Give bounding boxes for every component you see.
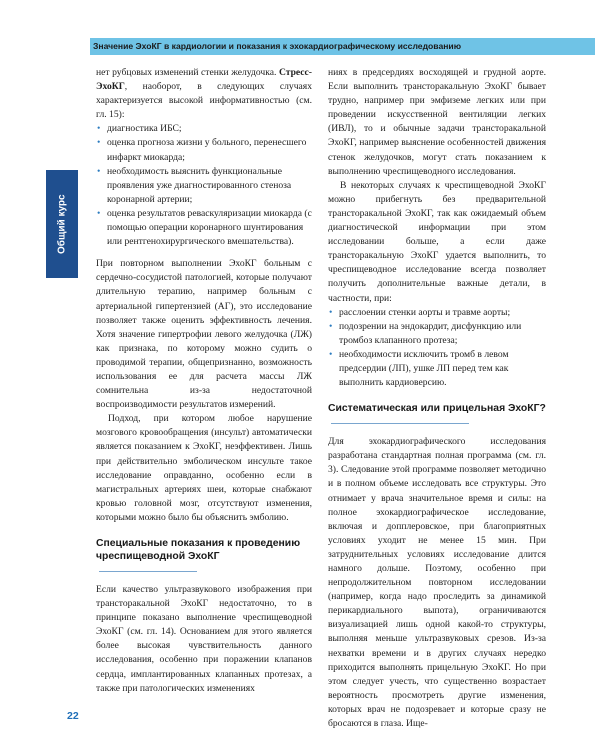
left-paragraph-3: Подход, при котором любое нарушение мозгового кровообращения (инсульт) автоматически является показанием к ЭхоКГ, неэффективен. Лишь при действительно эмболическом инсульте такое исследование оправданно, особенно если в магистральных артериях шеи, которые снабжают кровью головной мозг, отсутствуют изменения, которыми можно было бы объяснить эмболию. [96,413,312,523]
list-item: • оценка прогноза жизни у больного, перенесшего инфаркт миокарда; [96,136,312,164]
heading-rule [99,570,197,572]
chapter-side-tab-label: Общий курс [56,194,68,254]
right-paragraph-3: Для эхокардиографического исследования разработана стандартная полная программа (см. гл. 3). Следование этой программе позволяет методично и в полном объеме исследовать все структуры. Это отнимает у врача значительное время и силы: на полное эхокардиографическое исследование, включая и допплеровское, при благоприятных условиях уходит не менее 15 мин. При затруднительных условиях исследование длится намного дольше. Поэтому, особенно при непродолжительном повторном исследовании (например, когда надо проследить за динамикой перикардиального выпота), ограничиваются визуализацией лишь одной какой-то структуры, выполняя меньше ультразвуковых срезов. Из-за нехватки времени и в других случаях нередко приходится выполнять прицельную ЭхоКГ. Но при этом следует учесть, что существенно возрастает вероятность просмотреть другие изменения, которых врач не подозревает и которые сразу не бросаются в глаза. Ище- [328,436,546,730]
section-heading-text: Систематическая или прицельная ЭхоКГ? [328,403,546,415]
heading-rule [331,422,469,424]
right-paragraph-2: В некоторых случаях к чреспищеводной ЭхоКГ можно прибегнуть без предварительной трансторакальной ЭхоКГ, так как ожидаемый объем диагностической информации при этом исследовании больше, а если даже трансторакальную ЭхоКГ удается выполнить, то чреспищеводное исследование всегда позволяет получить дополнительные важные детали, в частности, при: [328,179,546,304]
section-heading-special-indications [96,537,312,576]
list-item: • необходимости исключить тромб в левом предсердии (ЛП), ушке ЛП перед тем как выполнить кардиоверсию. [328,348,546,390]
page-number: 22 [67,710,79,722]
list-item: • расслоении стенки аорты и травме аорты; [328,306,546,320]
left-column [96,66,312,696]
left-bullet-list [96,122,312,249]
left-paragraph-1 [96,66,312,122]
left-paragraph-2: При повторном выполнении ЭхоКГ больным с сердечно-сосудистой патологией, которые получают длительную терапию, например больным с артериальной гипертензией (АГ), это исследование позволяет также оценить эффективность лечения. Хотя значение гипертрофии левого желудочка (ЛЖ) как признака, по которому можно судить о проводимой терапии, общепризнанно, возможность использования ее для расчета массы ЛЖ сомнительна из-за недостаточной воспроизводимости результатов измерений. [96,258,312,411]
list-item: • необходимость выяснить функциональные проявления уже диагностированного стеноза коронарной артерии; [96,165,312,207]
left-p1-bold-term: Стресс-ЭхоКГ [96,67,312,93]
list-item: • диагностика ИБС; [96,122,312,136]
list-item: • оценка результатов реваскуляризации миокарда (с помощью операции коронарного шунтирования или рентгенохирургического вмешательства). [96,207,312,249]
right-column [328,66,546,731]
left-paragraph-4: Если качество ультразвукового изображения при трансторакальной ЭхоКГ недостаточно, то в принципе показано выполнение чреспищеводной ЭхоКГ (см. гл. 14). Основанием для этого является более высокая чувствительность данного исследования, особенно при поражении клапанов сердца, имплантированных клапанных протезах, а также при патологических изменениях [96,584,312,694]
right-paragraph-1: ниях в предсердиях восходящей и грудной аорте. Если выполнить трансторакальную ЭхоКГ бывает трудно, например при эмфиземе легких или при проведении искусственной вентиляции легких (ИВЛ), то и обычные задачи трансторакальной ЭхоКГ, например выяснение особенностей движения стенок желудочков, могут стать показанием к выполнению чреспищеводного исследования. [328,67,546,177]
list-item: • подозрении на эндокардит, дисфункцию или тромбоз клапанного протеза; [328,320,546,348]
running-header-title: Значение ЭхоКГ в кардиологии и показания к эхокардиографическому исследованию [93,41,462,51]
right-bullet-list [328,306,546,391]
section-heading-systematic-or-targeted [328,402,546,428]
left-p1-text-b: , наоборот, в следующих случаях характеризуется высокой информативностью (см. гл. 15): [96,81,312,121]
section-heading-text: Специальные показания к проведению чреспищеводной ЭхоКГ [96,538,301,562]
left-p1-text-a: нет рубцовых изменений стенки желудочка. [96,67,279,78]
